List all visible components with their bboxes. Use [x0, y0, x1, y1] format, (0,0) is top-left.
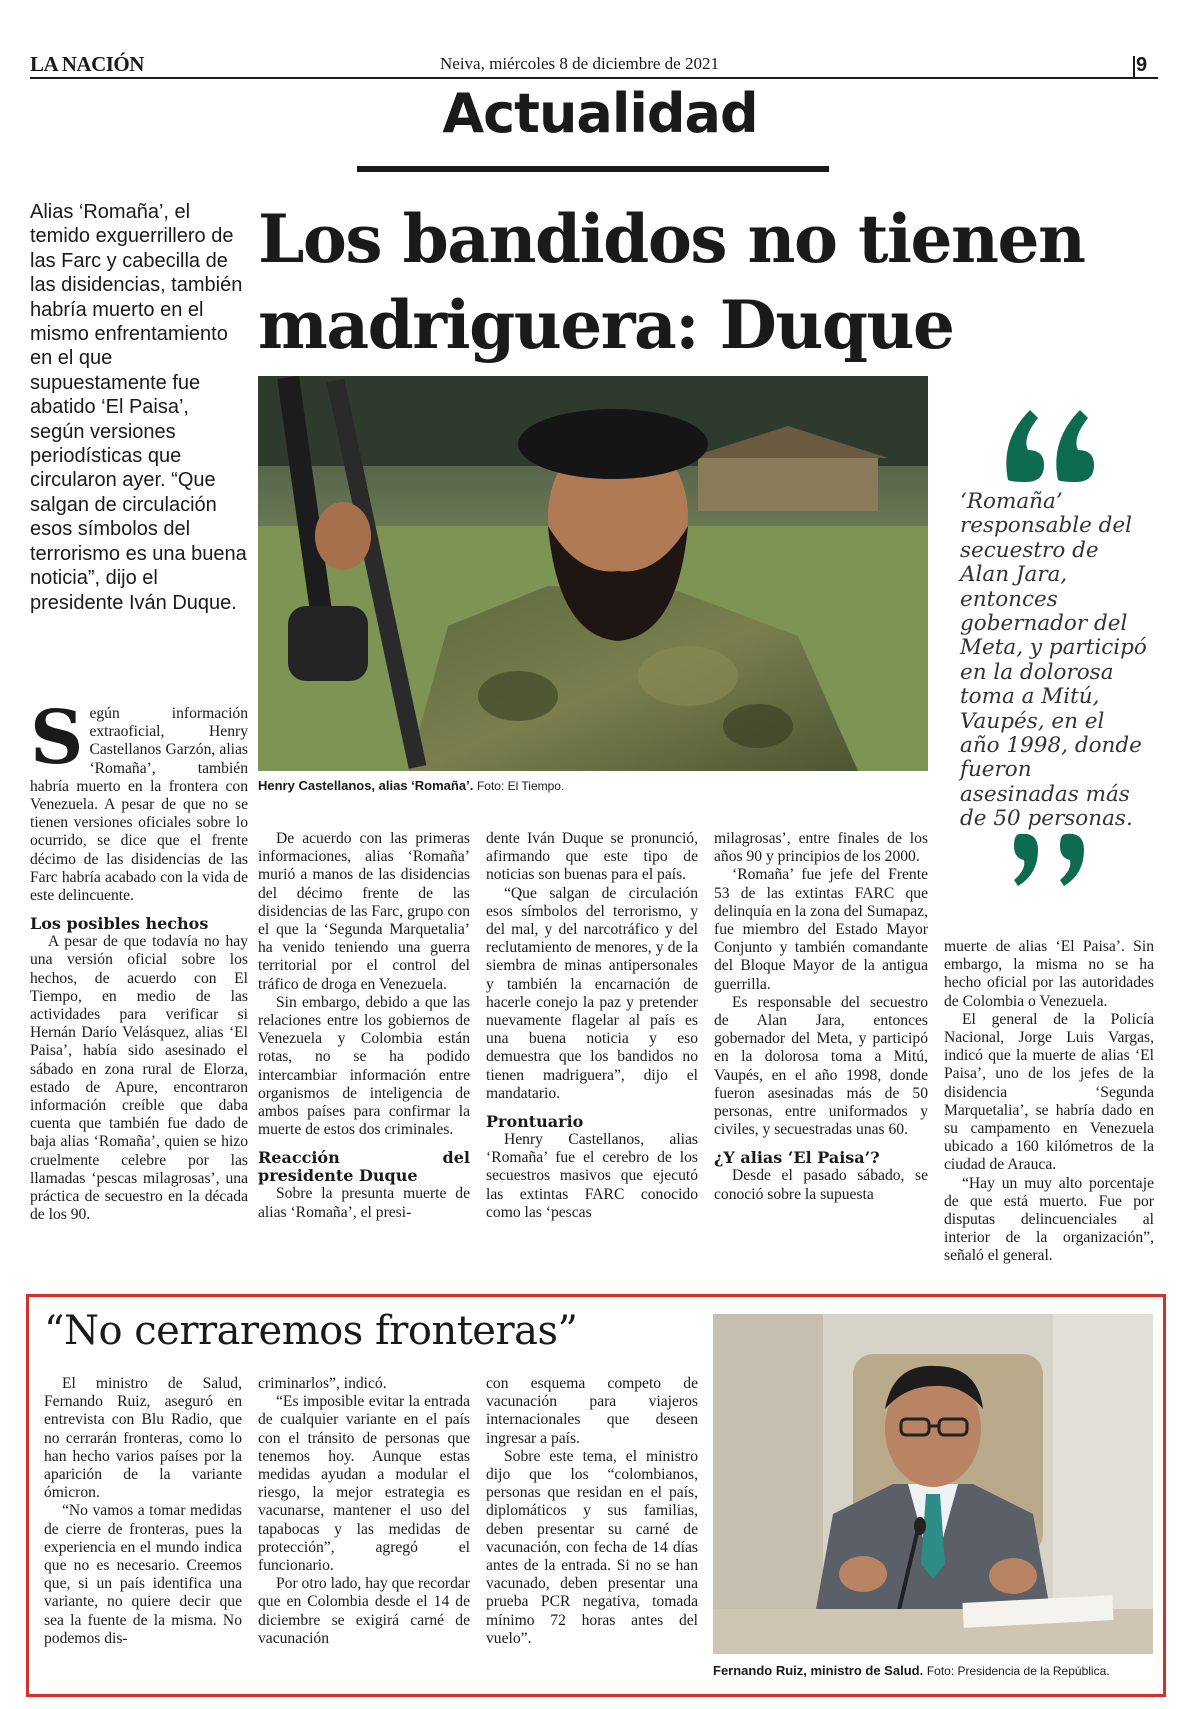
box-column-1: [44, 1375, 242, 1648]
subheading: Reacción del presidente Duque: [258, 1148, 470, 1186]
close-quote-icon: [1014, 830, 1094, 890]
paragraph: A pesar de que todavía no hay una versión oficial sobre los hechos, de acuerdo con El Tiempo, en medio de las actividades para verificar si Hernán Darío Velásquez, alias ‘El Paisa’, había sido asesinado el sábado en zona rural de Elorza, estado de Apure, encontraron información creíble que daba cuenta que también fue dado de baja alias ‘Romaña’, quien se hizo cruelmente celebre por las llamadas ‘pescas milagrosas’, una práctica de secuestro en la década de los 90.: [30, 933, 248, 1224]
article-column-4: [714, 830, 928, 1204]
minister-photo-caption: [713, 1663, 1110, 1678]
page-number-bar: [1133, 56, 1135, 78]
paragraph: muerte de alias ‘El Paisa’. Sin embargo, la misma no se ha hecho oficial por las autoridades de Colombia o Venezuela.: [944, 938, 1154, 1010]
article-headline: Los bandidos no tienen madriguera: Duque: [258, 200, 1085, 364]
caption-text: Henry Castellanos, alias ‘Romaña’.: [258, 778, 474, 793]
paragraph: “No vamos a tomar medidas de cierre de fronteras, pues la experiencia en el mundo indica que no es necesario. Creemos que, si un país identifica una variante, no quiere decir que sea la fuente de la misma. No podemos dis-: [44, 1502, 242, 1647]
article-column-2: [258, 830, 470, 1222]
section-rule: [357, 166, 829, 172]
masthead-rule: [30, 77, 1158, 79]
paragraph: con esquema competo de vacunación para viajeros internacionales que deseen ingresar a país.: [486, 1375, 698, 1447]
pull-quote: ‘Romaña’ responsable del secuestro de Alan Jara, entonces gobernador del Meta, y participó en la dolorosa toma a Mitú, Vaupés, en el año 1998, donde fueron asesinadas más de 50 personas.: [960, 489, 1147, 832]
caption-credit: Foto: Presidencia de la República.: [926, 1664, 1110, 1678]
paragraph: criminarlos”, indicó.: [258, 1375, 387, 1392]
section-title: Actualidad: [442, 82, 758, 145]
paragraph: “Hay un muy alto porcentaje de que está muerto. Fue por disputas delincuenciales al interior de la organización”, señaló el general.: [944, 1174, 1154, 1265]
paragraph: De acuerdo con las primeras informaciones, alias ‘Romaña’ murió a manos de las disidencias del décimo frente de las disidencias de las Farc, grupo con el que la ‘Segunda Marquetalia’ ha venido teniendo una guerra territorial por el control del tráfico de droga en Venezuela.: [258, 830, 470, 993]
page-number: 9: [1136, 54, 1148, 76]
paragraph: Es responsable del secuestro de Alan Jara, entonces gobernador del Meta, y participó en la dolorosa toma a Mitú, Vaupés, en el año 1998, donde fueron asesinadas más de 50 personas, entre uniformados y civiles, y secuestradas unas 60.: [714, 993, 928, 1139]
article-column-5: [944, 938, 1154, 1266]
subheading: ¿Y alias ‘El Paisa’?: [714, 1148, 880, 1168]
paragraph: Sobre la presunta muerte de alias ‘Romaña’, el presi-: [258, 1185, 470, 1221]
paragraph: “Es imposible evitar la entrada de cualquier variante en el país con el tránsito de personas que tenemos hoy. Aunque estas medidas ayudan a modular el riesgo, la mejor estrategia es vacunarse, mantener el uso del tapabocas y las medidas de protección”, agregó el funcionario.: [258, 1393, 470, 1575]
paragraph: Sobre este tema, el ministro dijo que los “colombianos, personas que residan en el país, diplomáticos y sus familias, deben presentar su carné de vacunación, con fecha de 14 días antes de la entrada. Si no se han vacunado, deben presentar una prueba PCR negativa, tomada mínimo 72 horas antes del vuelo”.: [486, 1447, 698, 1647]
box-column-3: [486, 1375, 698, 1648]
newspaper-logo: LA NACIÓN: [30, 52, 144, 76]
paragraph: Sin embargo, debido a que las relaciones entre los gobiernos de Venezuela y Colombia están rotas, no se ha podido intercambiar información entre organismos de inteligencia de ambos países para confirmar la muerte de estos dos criminales.: [258, 993, 470, 1139]
box-title: “No cerraremos fronteras”: [44, 1308, 578, 1354]
paragraph: El ministro de Salud, Fernando Ruiz, aseguró en entrevista con Blu Radio, que no cerrarán fronteras, como lo han hecho varios países por la aparición de la variante ómicron.: [44, 1375, 242, 1502]
paragraph: “Que salgan de circulación esos símbolos del terrorismo, y del mal, y del narcotráfico y del reclutamiento de menores, y de la siembra de minas antipersonales y también la encarnación de hacerle conejo la paz y pretender nuevamente flagelar al país es una buena noticia y eso demuestra que los bandidos no tienen madriguera”, dijo el mandatario.: [486, 884, 698, 1102]
romana-photo: [258, 376, 928, 771]
paragraph: Henry Castellanos, alias ‘Romaña’ fue el cerebro de los secuestros masivos que ejecutó las extintas FARC conocido como las ‘pescas: [486, 1131, 698, 1221]
paragraph: ‘Romaña’ fue jefe del Frente 53 de las extintas FARC que delinquía en la zona del Sumapaz, fue miembro del Estado Mayor Conjunto y también comandante del Bloque Mayor de la antigua guerrilla.: [714, 866, 928, 993]
article-column-1: [30, 695, 248, 1224]
minister-photo-illustration: [713, 1314, 1153, 1654]
romana-photo-illustration: [258, 376, 928, 771]
subheading: Los posibles hechos: [30, 914, 209, 934]
issue-date: Neiva, miércoles 8 de diciembre de 2021: [440, 54, 719, 73]
minister-photo: [713, 1314, 1153, 1654]
paragraph: egún información extraoficial, Henry Castellanos Garzón, alias ‘Romaña’, también habría muerto en la frontera con Venezuela. A pesar de que no se tienen versiones oficiales sobre lo ocurrido, se dice que el frente décimo de las disidencias de las Farc habría acabado con la vida de este delincuente.: [30, 705, 248, 905]
paragraph: Por otro lado, hay que recordar que en Colombia desde el 14 de diciembre se exigirá carné de vacunación: [258, 1575, 470, 1647]
paragraph: dente Iván Duque se pronunció, afirmando que este tipo de noticias son buenas para el país.: [486, 830, 698, 884]
article-lead: Alias ‘Romaña’, el temido exguerrillero de las Farc y cabecilla de las disidencias, también habría muerto en el mismo enfrentamiento en el que supuestamente fue abatido ‘El Paisa’, según versiones periodísticas que circularon ayer. “Que salgan de circulación esos símbolos del terrorismo es una buena noticia”, dijo el presidente Iván Duque.: [30, 201, 247, 614]
caption-credit: Foto: El Tiempo.: [476, 779, 565, 793]
open-quote-icon: [1000, 400, 1100, 485]
subheading: Prontuario: [486, 1112, 584, 1132]
article-column-3: [486, 830, 698, 1222]
paragraph: milagrosas’, entre finales de los años 90 y principios de los 2000.: [714, 830, 928, 866]
paragraph: Desde el pasado sábado, se conoció sobre la supuesta: [714, 1167, 928, 1203]
box-column-2: [258, 1375, 470, 1648]
drop-cap: S: [30, 695, 84, 781]
romana-photo-caption: [258, 778, 564, 793]
caption-text: Fernando Ruiz, ministro de Salud.: [713, 1663, 924, 1678]
paragraph: El general de la Policía Nacional, Jorge Luis Vargas, indicó que la muerte de alias ‘El Paisa’, uno de los jefes de la disidencia ‘Segunda Marquetalia’, se habría dado en su campamento en Venezuela ubicado a 160 kilómetros de la ciudad de Arauca.: [944, 1010, 1154, 1174]
